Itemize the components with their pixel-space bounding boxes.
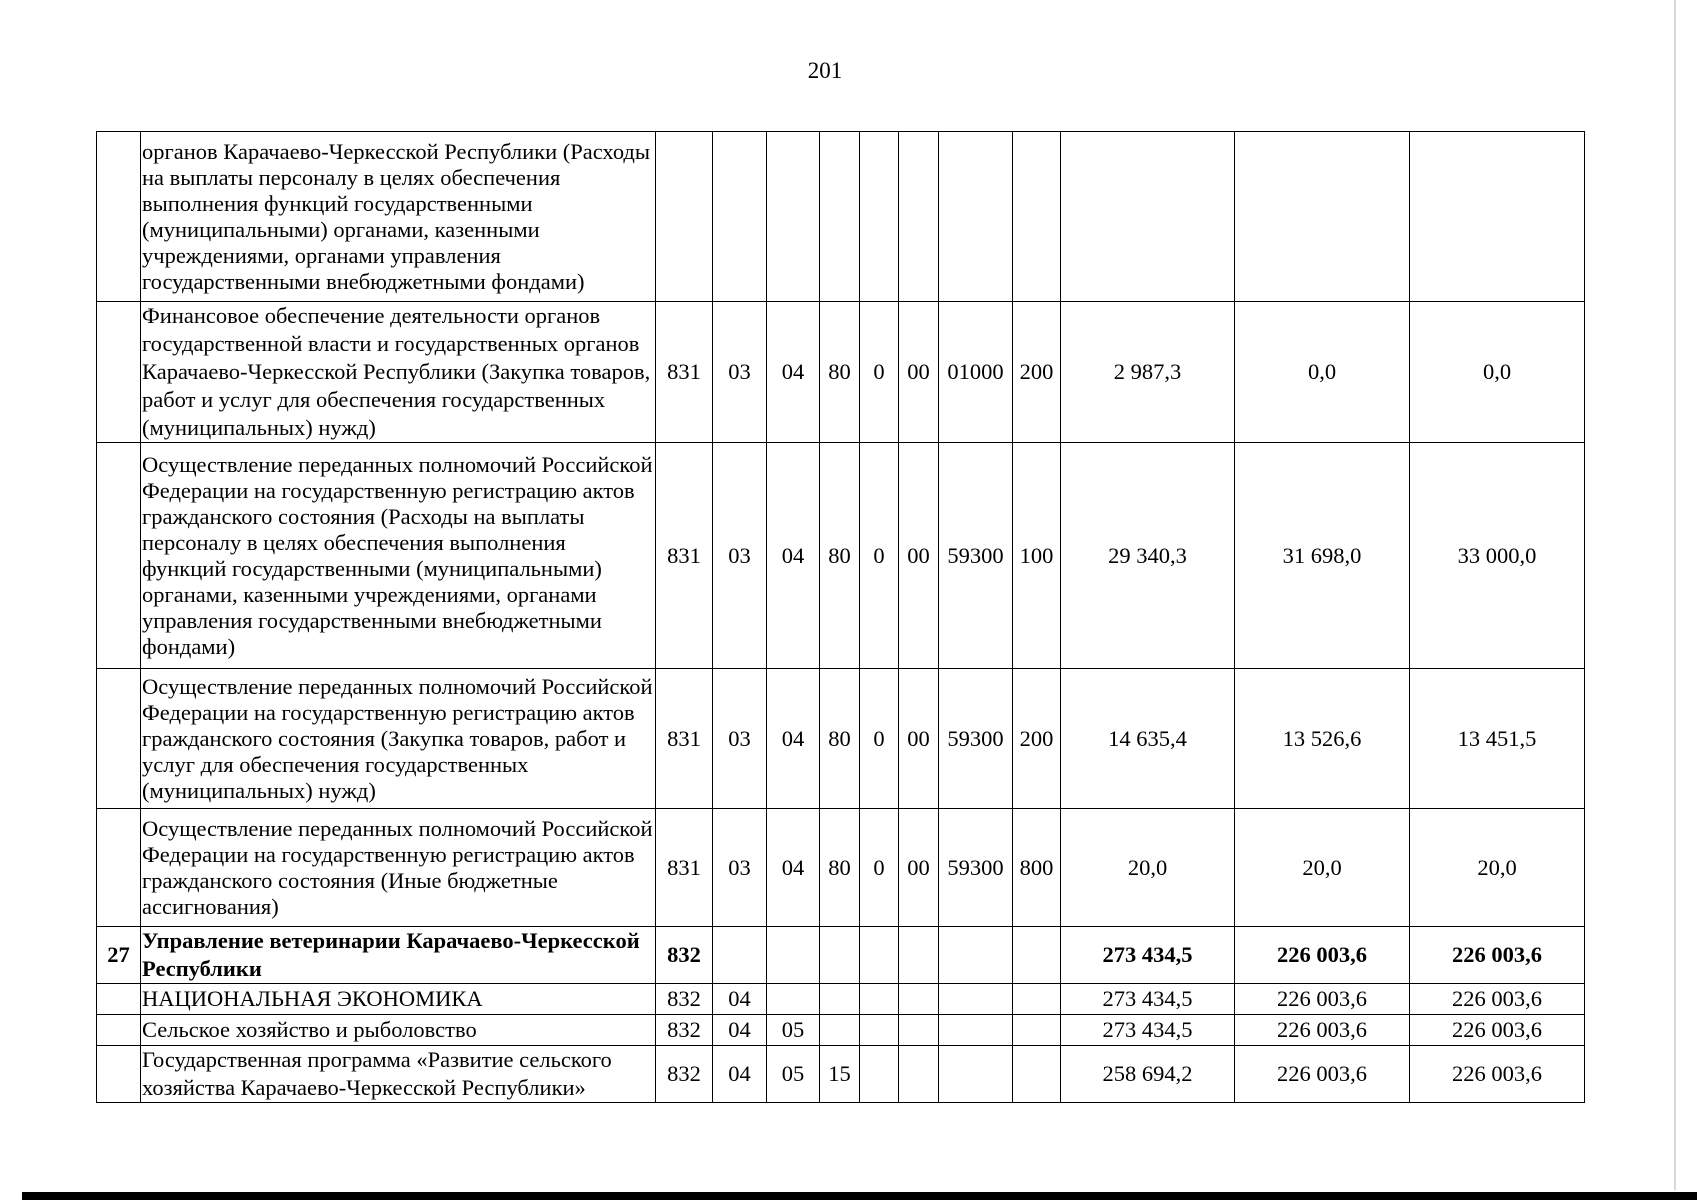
amount-year-3: 20,0 (1410, 809, 1585, 927)
amount-year-2: 226 003,6 (1235, 984, 1410, 1015)
amount-year-3: 0,0 (1410, 302, 1585, 443)
ministry-code: 832 (656, 1046, 713, 1103)
direction-code (939, 1046, 1013, 1103)
amount-year-2: 13 526,6 (1235, 669, 1410, 809)
table-row (97, 302, 1585, 443)
event-code (899, 132, 939, 302)
event-code (899, 1046, 939, 1103)
row-number (97, 302, 141, 443)
amount-year-3: 13 451,5 (1410, 669, 1585, 809)
expense-type-code (1013, 132, 1061, 302)
subsection-code (767, 132, 820, 302)
expense-type-code: 200 (1013, 302, 1061, 443)
subsection-code: 04 (767, 809, 820, 927)
amount-year-1: 273 434,5 (1061, 1015, 1235, 1046)
direction-code (939, 984, 1013, 1015)
expense-name: Осуществление переданных полномочий Российской Федерации на государственную регистрацию актов гражданского состояния (Расходы на выплаты персоналу в целях обеспечения выполнения функций государственными (муниципальными) органами, казенными учреждениями, органами управления государственными внебюджетными фондами) (141, 443, 656, 669)
direction-code: 59300 (939, 443, 1013, 669)
expense-name: Государственная программа «Развитие сельского хозяйства Карачаево-Черкесской Республики» (141, 1046, 656, 1103)
ministry-code: 832 (656, 1015, 713, 1046)
subsection-code (767, 927, 820, 984)
scan-bottom-border (22, 1192, 1697, 1200)
program-code: 80 (820, 443, 860, 669)
ministry-code: 832 (656, 927, 713, 984)
subsection-code: 04 (767, 669, 820, 809)
expense-name: органов Карачаево-Черкесской Республики (Расходы на выплаты персоналу в целях обеспечения выполнения функций государственными (муниципальными) органами, казенными учреждениями, органами управления государственными внебюджетными фондами) (141, 132, 656, 302)
expense-type-code (1013, 1015, 1061, 1046)
expense-type-code: 200 (1013, 669, 1061, 809)
section-code: 03 (713, 669, 767, 809)
row-number (97, 1046, 141, 1103)
event-code (899, 927, 939, 984)
ministry-code: 831 (656, 669, 713, 809)
expense-type-code (1013, 927, 1061, 984)
program-code (820, 1015, 860, 1046)
subprogram-code: 0 (860, 669, 899, 809)
table-row (97, 1046, 1585, 1103)
expense-name: Финансовое обеспечение деятельности органов государственной власти и государственных органов Карачаево-Черкесской Республики (Закупка товаров, работ и услуг для обеспечения государственных (муниципальных) нужд) (141, 302, 656, 443)
direction-code (939, 1015, 1013, 1046)
subprogram-code: 0 (860, 809, 899, 927)
ministry-code: 831 (656, 809, 713, 927)
ministry-code: 831 (656, 302, 713, 443)
amount-year-3 (1410, 132, 1585, 302)
expense-name: НАЦИОНАЛЬНАЯ ЭКОНОМИКА (141, 984, 656, 1015)
expense-type-code (1013, 1046, 1061, 1103)
table-row (97, 927, 1585, 984)
program-code: 80 (820, 809, 860, 927)
row-number (97, 984, 141, 1015)
event-code: 00 (899, 302, 939, 443)
amount-year-1: 20,0 (1061, 809, 1235, 927)
direction-code: 59300 (939, 809, 1013, 927)
row-number (97, 669, 141, 809)
amount-year-3: 33 000,0 (1410, 443, 1585, 669)
row-number (97, 443, 141, 669)
direction-code (939, 927, 1013, 984)
subprogram-code (860, 927, 899, 984)
ministry-code: 831 (656, 443, 713, 669)
table-row (97, 132, 1585, 302)
page-edge-shadow (1674, 0, 1676, 1190)
amount-year-3: 226 003,6 (1410, 1015, 1585, 1046)
section-code: 04 (713, 1046, 767, 1103)
row-number (97, 132, 141, 302)
subsection-code (767, 984, 820, 1015)
table-body (97, 132, 1585, 1103)
program-code: 80 (820, 669, 860, 809)
direction-code: 01000 (939, 302, 1013, 443)
subsection-code: 05 (767, 1046, 820, 1103)
amount-year-3: 226 003,6 (1410, 984, 1585, 1015)
program-code (820, 927, 860, 984)
table-row (97, 443, 1585, 669)
amount-year-2: 20,0 (1235, 809, 1410, 927)
event-code: 00 (899, 669, 939, 809)
amount-year-2: 226 003,6 (1235, 1046, 1410, 1103)
expense-name: Сельское хозяйство и рыболовство (141, 1015, 656, 1046)
ministry-code (656, 132, 713, 302)
program-code: 15 (820, 1046, 860, 1103)
event-code: 00 (899, 809, 939, 927)
section-code: 04 (713, 984, 767, 1015)
expense-name: Управление ветеринарии Карачаево-Черкесской Республики (141, 927, 656, 984)
event-code (899, 984, 939, 1015)
table-row (97, 669, 1585, 809)
direction-code (939, 132, 1013, 302)
event-code (899, 1015, 939, 1046)
subprogram-code (860, 132, 899, 302)
section-code: 03 (713, 809, 767, 927)
expense-type-code (1013, 984, 1061, 1015)
subprogram-code: 0 (860, 443, 899, 669)
expense-name: Осуществление переданных полномочий Российской Федерации на государственную регистрацию актов гражданского состояния (Иные бюджетные ассигнования) (141, 809, 656, 927)
amount-year-1: 2 987,3 (1061, 302, 1235, 443)
section-code: 03 (713, 443, 767, 669)
amount-year-2 (1235, 132, 1410, 302)
table-row (97, 984, 1585, 1015)
subsection-code: 04 (767, 302, 820, 443)
amount-year-2: 31 698,0 (1235, 443, 1410, 669)
amount-year-2: 0,0 (1235, 302, 1410, 443)
table-row (97, 809, 1585, 927)
ministry-code: 832 (656, 984, 713, 1015)
section-code: 03 (713, 302, 767, 443)
direction-code: 59300 (939, 669, 1013, 809)
expense-name: Осуществление переданных полномочий Российской Федерации на государственную регистрацию актов гражданского состояния (Закупка товаров, работ и услуг для обеспечения государственных (муниципальных) нужд) (141, 669, 656, 809)
budget-table (96, 131, 1585, 1103)
subprogram-code: 0 (860, 302, 899, 443)
section-code: 04 (713, 1015, 767, 1046)
table-row (97, 1015, 1585, 1046)
program-code: 80 (820, 302, 860, 443)
subprogram-code (860, 1015, 899, 1046)
amount-year-1: 273 434,5 (1061, 984, 1235, 1015)
program-code (820, 132, 860, 302)
amount-year-3: 226 003,6 (1410, 1046, 1585, 1103)
amount-year-1: 14 635,4 (1061, 669, 1235, 809)
amount-year-1 (1061, 132, 1235, 302)
subprogram-code (860, 984, 899, 1015)
row-number: 27 (97, 927, 141, 984)
subsection-code: 04 (767, 443, 820, 669)
row-number (97, 1015, 141, 1046)
event-code: 00 (899, 443, 939, 669)
amount-year-1: 273 434,5 (1061, 927, 1235, 984)
page-number: 201 (807, 58, 843, 83)
subprogram-code (860, 1046, 899, 1103)
section-code (713, 927, 767, 984)
expense-type-code: 100 (1013, 443, 1061, 669)
program-code (820, 984, 860, 1015)
amount-year-1: 258 694,2 (1061, 1046, 1235, 1103)
subsection-code: 05 (767, 1015, 820, 1046)
amount-year-2: 226 003,6 (1235, 1015, 1410, 1046)
expense-type-code: 800 (1013, 809, 1061, 927)
amount-year-1: 29 340,3 (1061, 443, 1235, 669)
section-code (713, 132, 767, 302)
amount-year-2: 226 003,6 (1235, 927, 1410, 984)
row-number (97, 809, 141, 927)
amount-year-3: 226 003,6 (1410, 927, 1585, 984)
